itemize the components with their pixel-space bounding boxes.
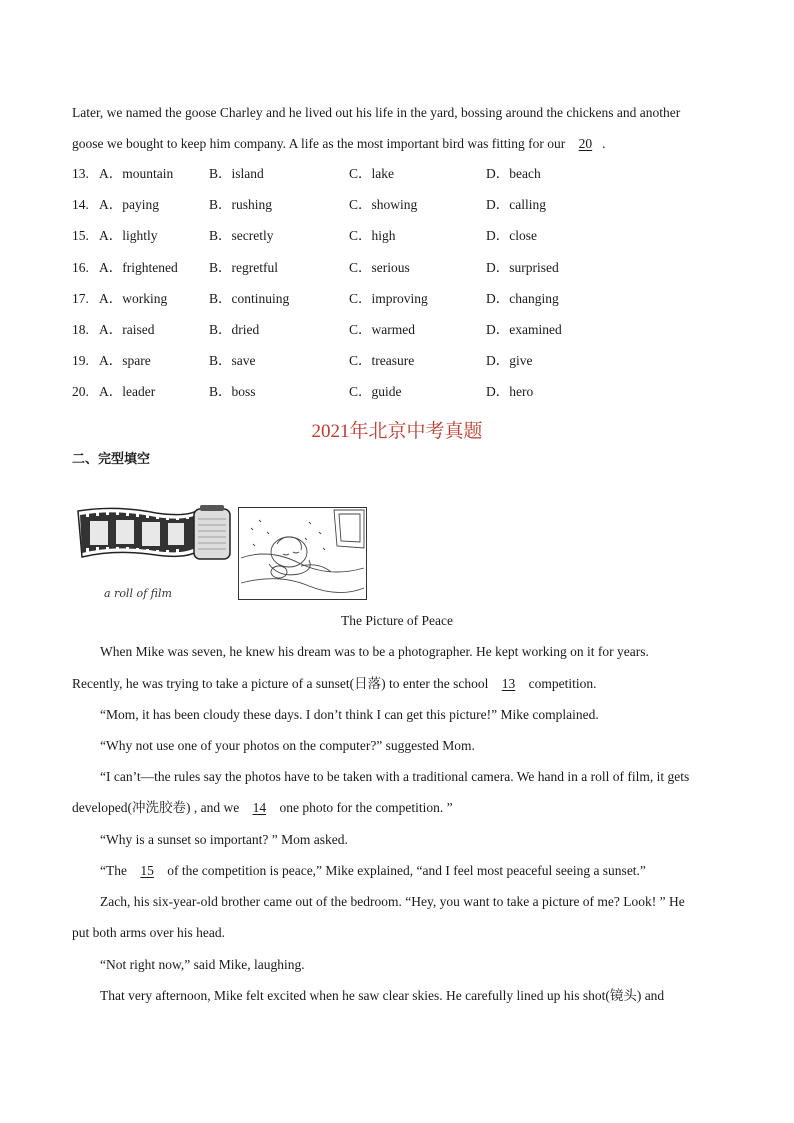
question-row	[72, 291, 722, 307]
option-d: D．hero	[486, 384, 534, 399]
question-number: 20.	[72, 384, 89, 399]
story-title: The Picture of Peace	[340, 613, 454, 628]
question-row	[72, 166, 722, 182]
story-paragraph-4-cont	[72, 800, 453, 816]
option-a: A．frightened	[99, 260, 178, 275]
option-a: A．working	[99, 291, 168, 306]
story-paragraph-2: “Mom, it has been cloudy these days. I don’t think I can get this picture!” Mike complained.	[100, 707, 599, 722]
option-c: C．improving	[349, 291, 428, 306]
option-d: D．give	[486, 353, 533, 368]
story-paragraph-7-cont: put both arms over his head.	[72, 925, 225, 940]
question-number: 16.	[72, 260, 89, 275]
option-c: C．guide	[349, 384, 402, 399]
intro-line-2-text: goose we bought to keep him company. A life as the most important bird was fitting for our	[72, 136, 569, 151]
section-heading: 二、完型填空	[72, 452, 151, 467]
option-b: B．secretly	[209, 228, 274, 243]
story-paragraph-7: Zach, his six-year-old brother came out of the bedroom. “Hey, you want to take a picture of me? Look! ” He	[100, 894, 685, 909]
page-title: 2021年北京中考真题	[311, 421, 483, 442]
story-p1-text: Recently, he was trying to take a picture of a sunset(日落) to enter the school	[72, 676, 492, 691]
option-d: D．surprised	[486, 260, 559, 275]
intro-line-1: Later, we named the goose Charley and he lived out his life in the yard, bossing around the chickens and another	[72, 105, 681, 120]
sleeping-child-icon	[239, 508, 366, 599]
option-a: A．spare	[99, 353, 151, 368]
option-b: B．save	[209, 353, 256, 368]
option-d: D．calling	[486, 197, 546, 212]
question-row	[72, 384, 722, 400]
story-paragraph-1: When Mike was seven, he knew his dream was to be a photographer. He kept working on it for years.	[100, 644, 649, 659]
question-row	[72, 228, 722, 244]
option-b: B．rushing	[209, 197, 273, 212]
option-a: A．mountain	[99, 166, 174, 181]
blank-13: 13	[501, 676, 516, 691]
option-c: C．treasure	[349, 353, 415, 368]
story-paragraph-6	[100, 863, 646, 879]
intro-line-2	[72, 136, 606, 152]
story-p6-end: of the competition is peace,” Mike explained, “and I feel most peaceful seeing a sunset.”	[163, 863, 646, 878]
question-number: 18.	[72, 322, 89, 337]
option-d: D．examined	[486, 322, 562, 337]
question-row	[72, 260, 722, 276]
option-d: D．changing	[486, 291, 559, 306]
story-paragraph-1-cont	[72, 676, 597, 692]
story-paragraph-9: That very afternoon, Mike felt excited when he saw clear skies. He carefully lined up his shot(镜头) and	[100, 988, 665, 1003]
story-paragraph-8: “Not right now,” said Mike, laughing.	[100, 957, 305, 972]
option-c: C．serious	[349, 260, 410, 275]
option-a: A．paying	[99, 197, 159, 212]
question-row	[72, 322, 722, 338]
blank-15: 15	[140, 863, 154, 878]
question-number: 15.	[72, 228, 89, 243]
option-d: D．beach	[486, 166, 541, 181]
blank-14: 14	[252, 800, 267, 815]
option-c: C．warmed	[349, 322, 415, 337]
question-row	[72, 197, 722, 213]
question-number: 14.	[72, 197, 89, 212]
option-b: B．dried	[209, 322, 260, 337]
question-row	[72, 353, 722, 369]
option-a: A．lightly	[99, 228, 158, 243]
question-number: 17.	[72, 291, 89, 306]
film-roll-icon	[76, 505, 234, 601]
film-label: a roll of film	[104, 587, 172, 600]
film-roll-illustration	[76, 505, 234, 601]
option-b: B．island	[209, 166, 264, 181]
intro-line-2-end: .	[602, 136, 606, 151]
blank-20: 20	[578, 136, 593, 151]
question-number: 19.	[72, 353, 89, 368]
story-p4-end: one photo for the competition. ”	[276, 800, 453, 815]
question-number: 13.	[72, 166, 89, 181]
option-b: B．continuing	[209, 291, 290, 306]
option-c: C．showing	[349, 197, 418, 212]
sleeping-child-illustration	[238, 507, 367, 600]
option-d: D．close	[486, 228, 537, 243]
option-c: C．lake	[349, 166, 394, 181]
story-p4-text: developed(冲洗胶卷) , and we	[72, 800, 243, 815]
story-paragraph-3: “Why not use one of your photos on the computer?” suggested Mom.	[100, 738, 475, 753]
option-b: B．regretful	[209, 260, 278, 275]
story-p1-end: competition.	[525, 676, 597, 691]
story-paragraph-5: “Why is a sunset so important? ” Mom asked.	[100, 832, 348, 847]
option-a: A．raised	[99, 322, 155, 337]
option-a: A．leader	[99, 384, 156, 399]
story-p6-text: “The	[100, 863, 131, 878]
story-paragraph-4: “I can’t—the rules say the photos have to be taken with a traditional camera. We hand in a roll of film, it gets	[100, 769, 690, 784]
option-c: C．high	[349, 228, 396, 243]
option-b: B．boss	[209, 384, 256, 399]
